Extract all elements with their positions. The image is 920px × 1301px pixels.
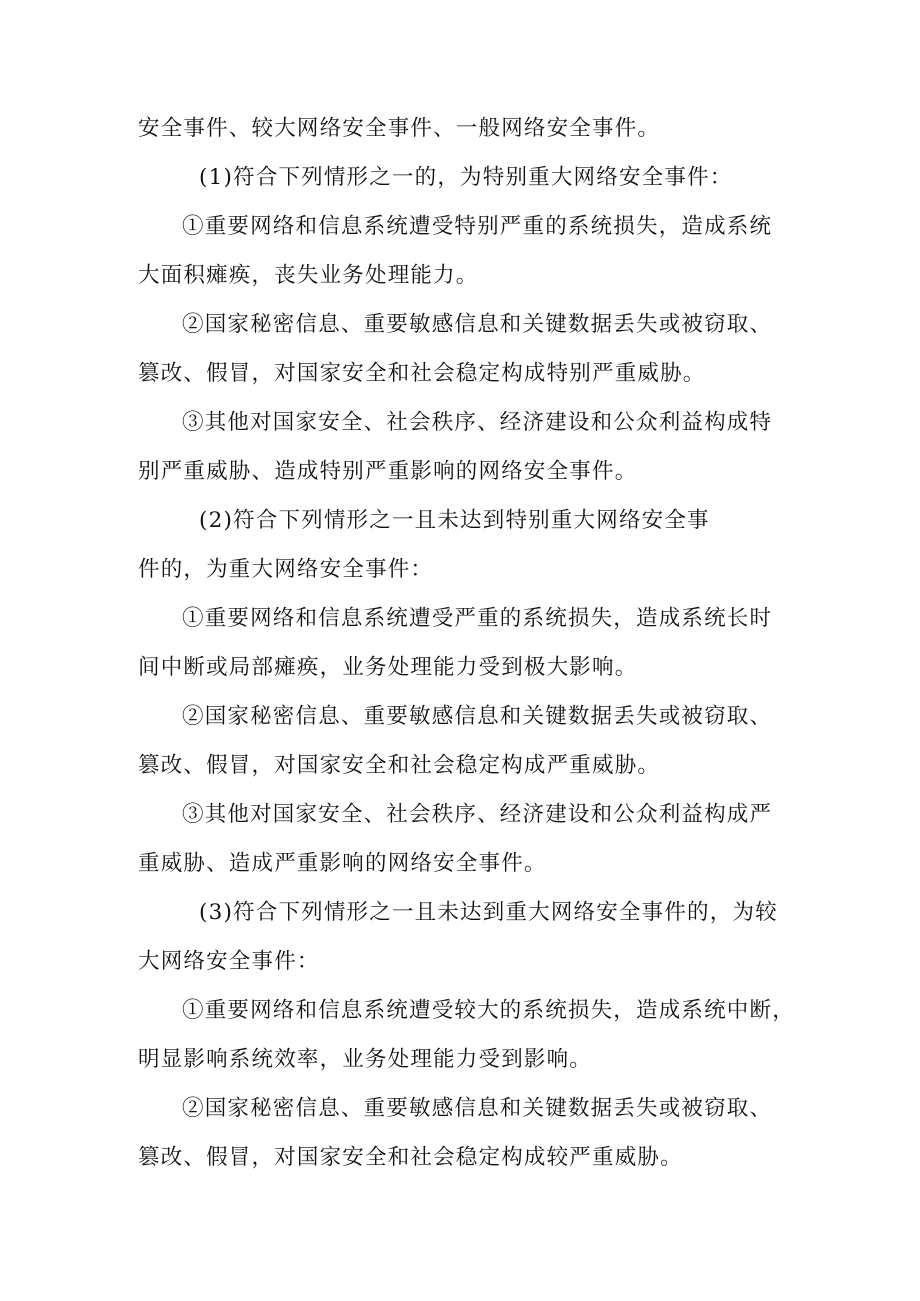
section-heading: (1)符合下列情形之一的，为特别重大网络安全事件： <box>199 165 733 190</box>
text-line: ①重要网络和信息系统遭受特别严重的系统损失，造成系统 <box>182 214 773 239</box>
text-line: ③其他对国家安全、社会秩序、经济建设和公众利益构成严 <box>182 802 773 827</box>
text-line: 大网络安全事件： <box>138 949 320 974</box>
text-line: ①重要网络和信息系统遭受较大的系统损失，造成系统中断， <box>182 998 795 1023</box>
text-line: ②国家秘密信息、重要敏感信息和关键数据丢失或被窃取、 <box>182 1096 773 1121</box>
section-heading: (3)符合下列情形之一且未达到重大网络安全事件的，为较 <box>199 900 778 925</box>
text-line: ②国家秘密信息、重要敏感信息和关键数据丢失或被窃取、 <box>182 704 773 729</box>
text-line: ②国家秘密信息、重要敏感信息和关键数据丢失或被窃取、 <box>182 312 773 337</box>
section-heading: (2)符合下列情形之一且未达到特别重大网络安全事 <box>199 508 710 533</box>
text-line: 明显影响系统效率，业务处理能力受到影响。 <box>138 1047 593 1072</box>
text-line: 间中断或局部瘫痪，业务处理能力受到极大影响。 <box>138 655 638 680</box>
text-line: 重威胁、造成严重影响的网络安全事件。 <box>138 851 547 876</box>
text-line: 安全事件、较大网络安全事件、一般网络安全事件。 <box>138 116 661 141</box>
text-line: 大面积瘫痪，丧失业务处理能力。 <box>138 263 479 288</box>
text-line: 篡改、假冒，对国家安全和社会稳定构成严重威胁。 <box>138 753 661 778</box>
text-line: ③其他对国家安全、社会秩序、经济建设和公众利益构成特 <box>182 410 773 435</box>
text-line: 件的，为重大网络安全事件： <box>138 557 434 582</box>
text-line: ①重要网络和信息系统遭受严重的系统损失，造成系统长时 <box>182 606 773 631</box>
text-line: 别严重威胁、造成特别严重影响的网络安全事件。 <box>138 459 638 484</box>
text-line: 篡改、假冒，对国家安全和社会稳定构成较严重威胁。 <box>138 1145 683 1170</box>
text-line: 篡改、假冒，对国家安全和社会稳定构成特别严重威胁。 <box>138 361 706 386</box>
